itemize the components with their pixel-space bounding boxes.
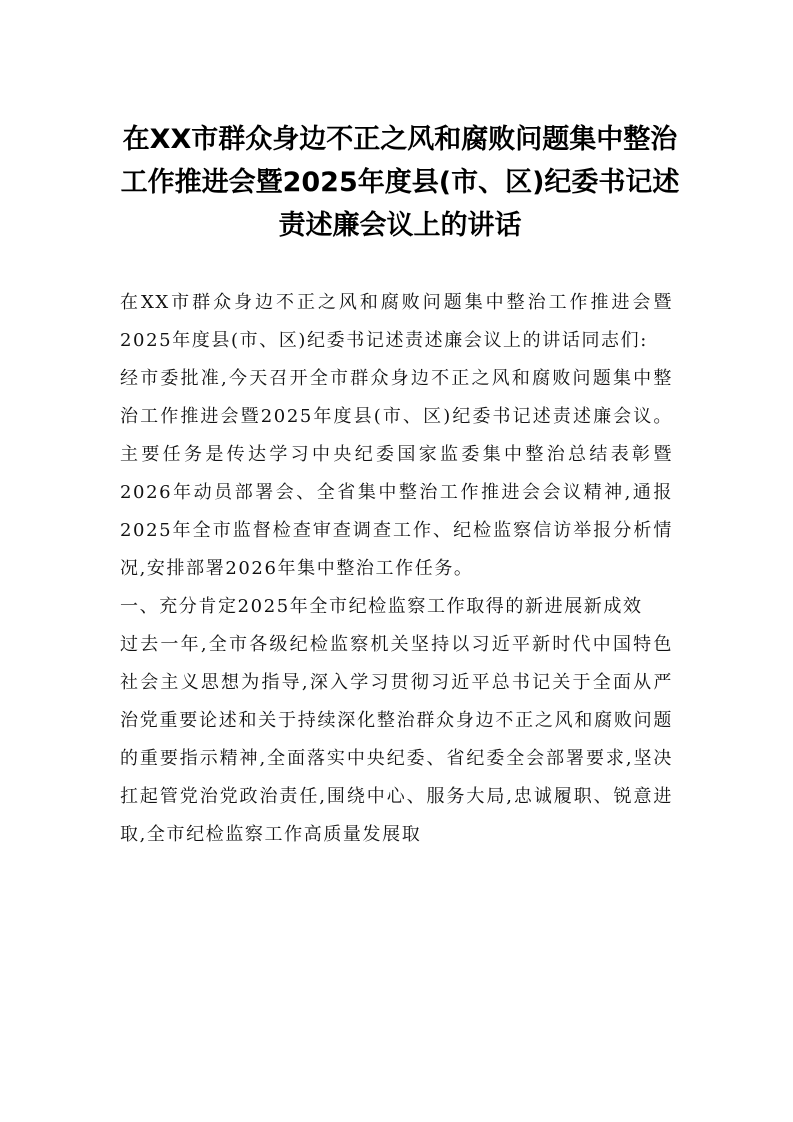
document-title: 在XX市群众身边不正之风和腐败问题集中整治工作推进会暨2025年度县(市、区)纪委书记述责述廉会议上的讲话 [120,124,680,241]
section-heading-one: 一、充分肯定2025年全市纪检监察工作取得的新进展新成效 [120,596,643,617]
paragraph-review: 过去一年,全市各级纪检监察机关坚持以习近平新时代中国特色社会主义思想为指导,深入学习贯彻习近平总书记关于全面从严治党重要论述和关于持续深化整治群众身边不正之风和腐败问题的重要指示精神,全面落实中央纪委、省纪委全会部署要求,坚决扛起管党治党政治责任,围绕中心、服务大局,忠诚履职、锐意进取,全市纪检监察工作高质量发展取 [120,634,673,845]
paragraph-opening: 在XX市群众身边不正之风和腐败问题集中整治工作推进会暨2025年度县(市、区)纪委书记述责述廉会议上的讲话同志们: [120,292,673,351]
document-body [120,284,673,854]
paragraph-meeting-purpose: 经市委批准,今天召开全市群众身边不正之风和腐败问题集中整治工作推进会暨2025年度县(市、区)纪委书记述责述廉会议。主要任务是传达学习中央纪委国家监委集中整治总结表彰暨2026年动员部署会、全省集中整治工作推进会会议精神,通报2025年全市监督检查审查调查工作、纪检监察信访举报分析情况,安排部署2026年集中整治工作任务。 [120,368,673,579]
